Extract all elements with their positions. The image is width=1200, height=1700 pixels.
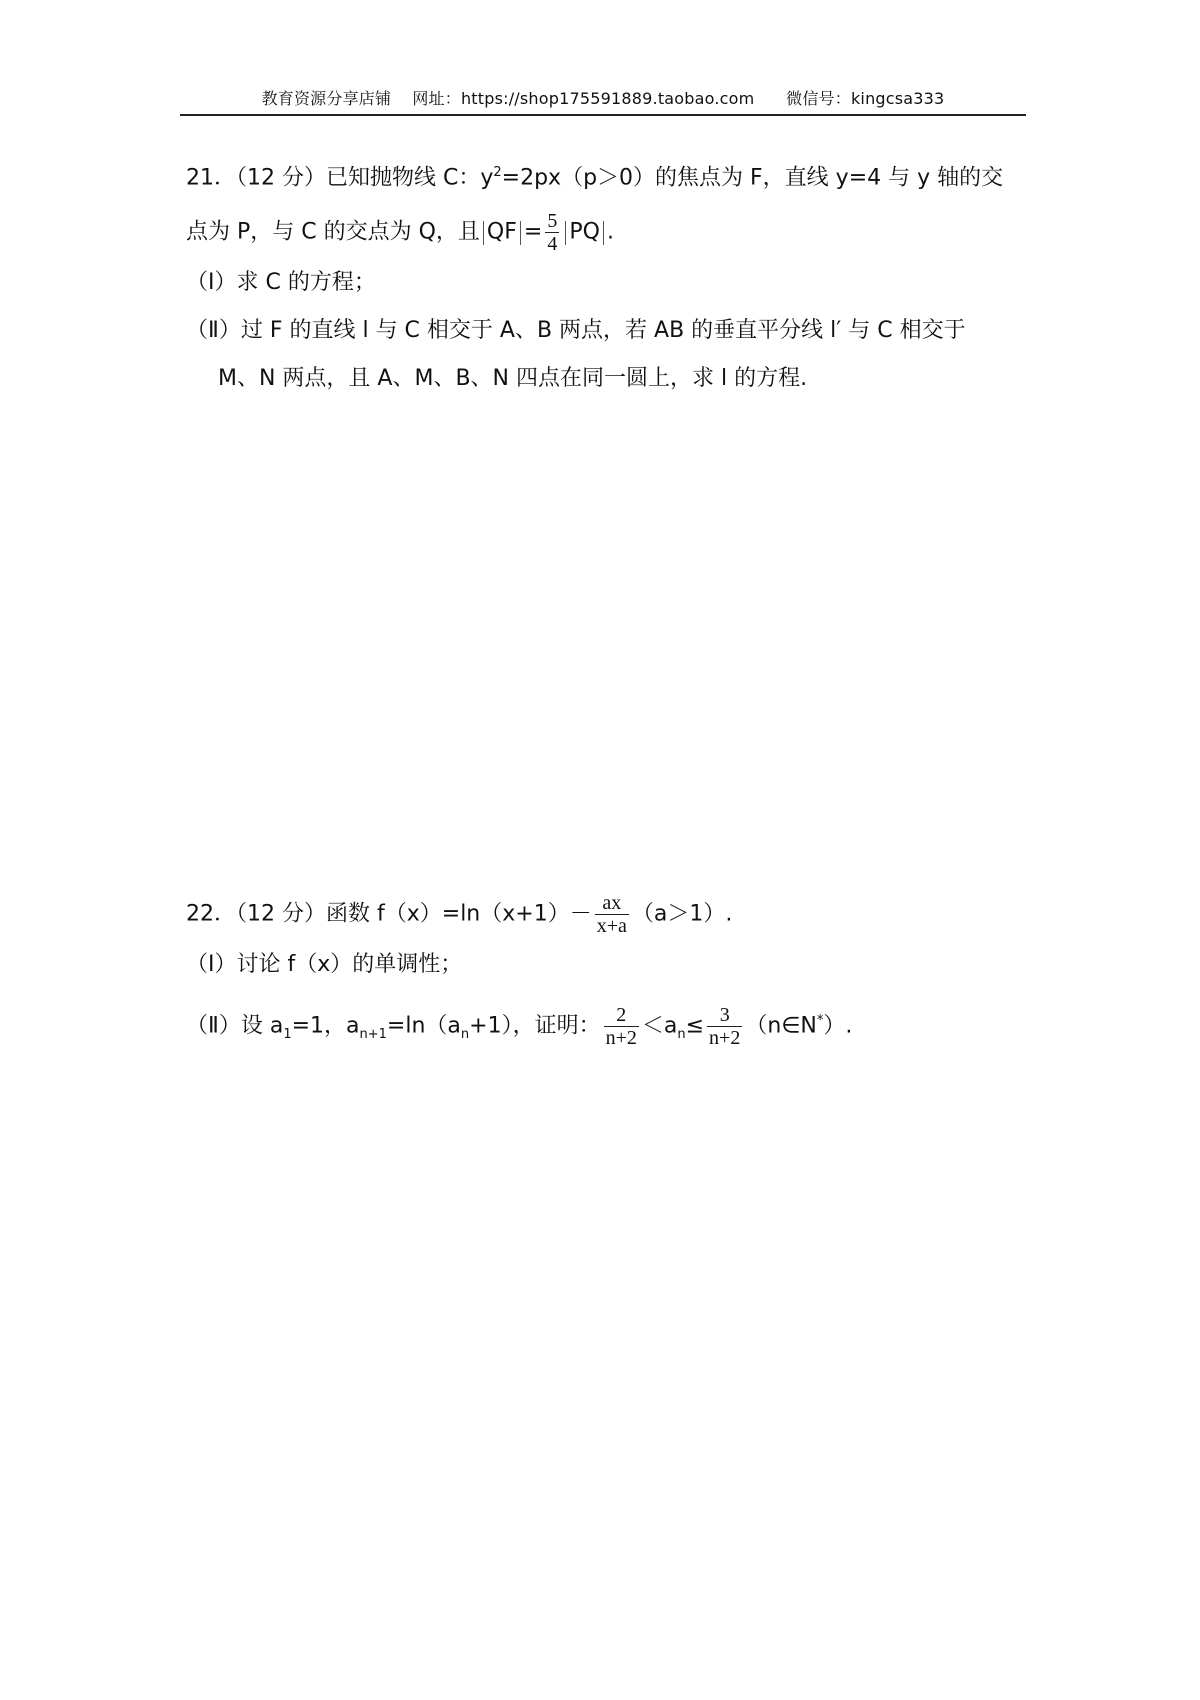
q21-part1: （Ⅰ）求 C 的方程；	[186, 270, 376, 295]
q22-sub4: n	[677, 1026, 686, 1042]
q21-stem-line2	[186, 210, 614, 255]
q21-line2-text: 点为 P，与 C 的交点为 Q，且	[186, 219, 480, 245]
q22-frac-den: x+a	[596, 915, 627, 937]
q21-stem-line1	[186, 158, 1003, 193]
q21-fraction	[545, 210, 559, 255]
q22-part2-d: +1），证明：	[469, 1013, 601, 1039]
q22-fraction	[595, 892, 629, 937]
q22-part2-f: ）.	[823, 1013, 853, 1039]
q22-right-fraction	[707, 1004, 742, 1049]
q22-left-den: n+2	[605, 1027, 637, 1049]
shop-name: 教育资源分享店铺	[261, 89, 392, 108]
q22-lt: ＜a	[641, 1013, 678, 1039]
q22-left-num: 2	[604, 1004, 639, 1027]
q21-number: 21．	[186, 165, 236, 191]
q22-le: ≤	[685, 1013, 705, 1039]
q22-frac-num: ax	[595, 892, 629, 915]
header-text	[180, 86, 1026, 109]
q21-eq: =	[523, 219, 543, 245]
wechat-label: 微信号：	[786, 89, 851, 108]
shop-url: https://shop175591889.taobao.com	[460, 89, 755, 108]
q22-sub2: n+1	[359, 1026, 387, 1042]
q22-right-num: 3	[707, 1004, 742, 1027]
q22-part2-e: （n∈N	[745, 1013, 817, 1039]
q21-part2-line1: （Ⅱ）过 F 的直线 l 与 C 相交于 A、B 两点，若 AB 的垂直平分线 l′ 与 C 相交于	[186, 318, 966, 343]
q22-condition: （a＞1）.	[631, 901, 733, 927]
q22-part1: （Ⅰ）讨论 f（x）的单调性；	[186, 952, 463, 977]
q22-part2-c: =ln（a	[386, 1013, 461, 1039]
q22-left-fraction	[604, 1004, 639, 1049]
q21-exponent: 2	[493, 165, 502, 180]
q22-right-den: n+2	[709, 1027, 741, 1049]
q21-pq: PQ	[569, 219, 600, 245]
wechat-id: kingcsa333	[850, 89, 945, 108]
abs-bar	[565, 221, 566, 245]
q21-score: （12 分）	[236, 165, 326, 191]
q21-qf: QF	[486, 219, 517, 245]
q21-end: .	[606, 219, 614, 245]
q21-frac-den: 4	[547, 233, 558, 255]
q22-sub1: 1	[283, 1026, 292, 1042]
q22-number: 22．	[186, 901, 236, 927]
q22-part2-b: =1，a	[291, 1013, 360, 1039]
abs-bar	[603, 221, 604, 245]
q22-sub3: n	[460, 1026, 470, 1042]
q22-part2	[186, 1004, 852, 1050]
q21-stem-part2: =2px（p＞0）的焦点为 F，直线 y=4 与 y 轴的交	[501, 165, 1004, 191]
abs-bar	[483, 221, 484, 245]
page-header	[180, 86, 1026, 116]
q22-stem-text: 函数 f（x）=ln（x+1）－	[326, 901, 592, 927]
url-label: 网址：	[412, 89, 461, 108]
q22-score: （12 分）	[236, 901, 326, 927]
q21-frac-num: 5	[547, 210, 558, 232]
q22-sup: *	[816, 1013, 824, 1029]
q22-part2-a: （Ⅱ）设 a	[186, 1013, 284, 1039]
q21-part2-line2: M、N 两点，且 A、M、B、N 四点在同一圆上，求 l 的方程.	[218, 366, 808, 391]
abs-bar	[520, 221, 521, 245]
q21-stem-part1: 已知抛物线 C：y	[326, 165, 494, 191]
q22-stem	[186, 892, 732, 937]
